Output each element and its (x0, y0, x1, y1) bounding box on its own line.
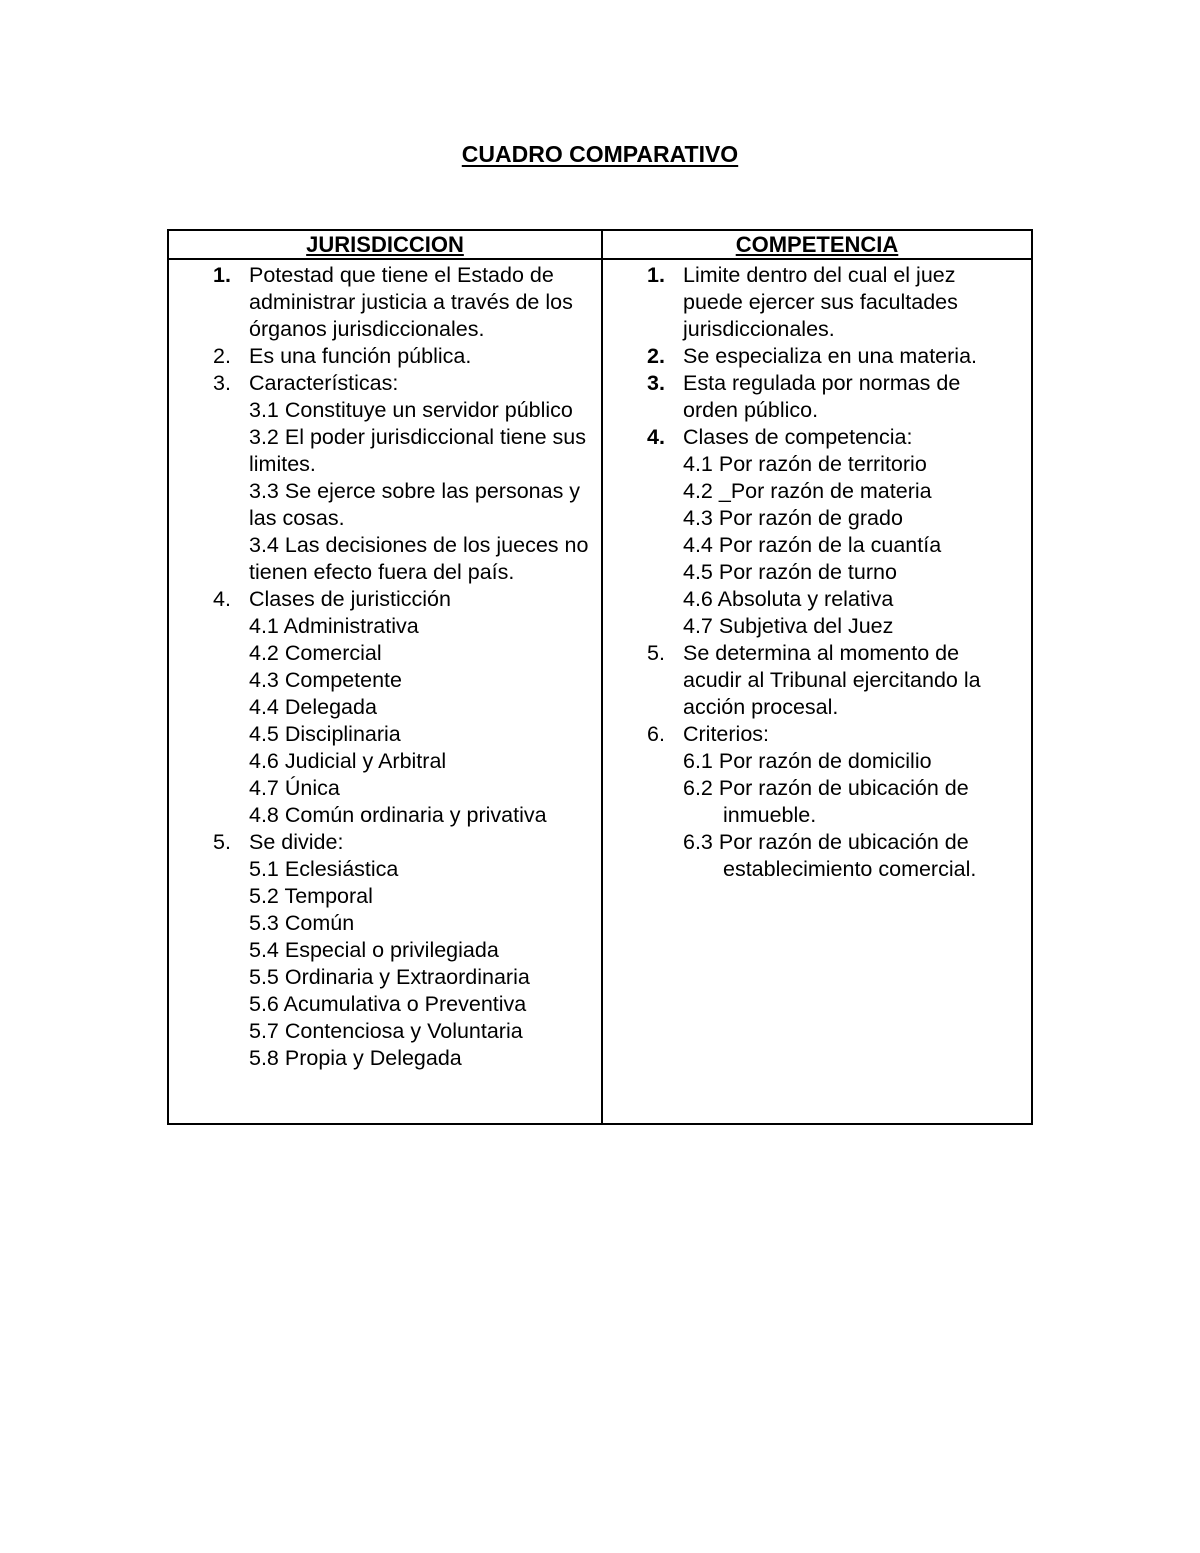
sub-item: 5.3 Común (249, 911, 355, 935)
sub-item: 4.5 Por razón de turno (683, 560, 897, 584)
sub-item: 6.3 Por razón de ubicación de establecimiento comercial. (683, 830, 977, 881)
sub-item: 4.3 Competente (249, 668, 402, 692)
sub-item: 5.4 Especial o privilegiada (249, 938, 499, 962)
list-item (169, 829, 601, 856)
sub-item: 4.3 Por razón de grado (683, 506, 903, 530)
item-number: 2. (647, 344, 665, 368)
sub-item: 4.2 _Por razón de materia (683, 479, 932, 503)
item-number: 6. (647, 722, 665, 746)
sub-item: 5.1 Eclesiástica (249, 857, 399, 881)
sub-item: 4.7 Subjetiva del Juez (683, 614, 894, 638)
sub-item: 6.2 Por razón de ubicación de inmueble. (683, 776, 969, 827)
item-number: 3. (647, 371, 665, 395)
sub-item: 5.6 Acumulativa o Preventiva (249, 992, 527, 1016)
sub-item: 4.7 Única (249, 776, 340, 800)
item-number: 4. (213, 587, 231, 611)
item-text: Se especializa en una materia. (683, 344, 978, 368)
list-item (169, 370, 601, 397)
item-text: Criterios: (683, 722, 770, 746)
item-number: 4. (647, 425, 665, 449)
item-number: 1. (213, 263, 231, 287)
item-text: Limite dentro del cual el juez puede ejercer sus facultades jurisdiccionales. (683, 263, 958, 341)
sub-item: 5.2 Temporal (249, 884, 373, 908)
item-text: Clases de juristicción (249, 587, 451, 611)
sub-item: 4.2 Comercial (249, 641, 382, 665)
item-text: Se determina al momento de acudir al Tribunal ejercitando la acción procesal. (683, 641, 981, 719)
item-number: 5. (213, 830, 231, 854)
list-item (603, 424, 1031, 451)
item-number: 5. (647, 641, 665, 665)
sub-item: 4.1 Por razón de territorio (683, 452, 927, 476)
list-item (169, 586, 601, 613)
jurisdiccion-column (169, 231, 603, 1123)
sub-item: 6.1 Por razón de domicilio (683, 749, 932, 773)
sub-item: 3.2 El poder jurisdiccional tiene sus limites. (249, 425, 587, 476)
item-number: 1. (647, 263, 665, 287)
item-text: Se divide: (249, 830, 344, 854)
item-text: Potestad que tiene el Estado de administrar justicia a través de los órganos jurisdiccionales. (249, 263, 573, 341)
sub-item: 4.4 Por razón de la cuantía (683, 533, 942, 557)
item-text: Clases de competencia: (683, 425, 913, 449)
sub-item: 3.4 Las decisiones de los jueces no tienen efecto fuera del país. (249, 533, 589, 584)
list-item (169, 262, 601, 343)
item-number: 3. (213, 371, 231, 395)
list-item (603, 721, 1031, 748)
document-title: CUADRO COMPARATIVO (461, 141, 739, 167)
competencia-column (603, 231, 1031, 1123)
sub-item: 4.5 Disciplinaria (249, 722, 401, 746)
sub-item: 3.3 Se ejerce sobre las personas y las cosas. (249, 479, 581, 530)
list-item (603, 370, 1031, 424)
list-item (603, 343, 1031, 370)
competencia-list (603, 260, 1031, 883)
jurisdiccion-list (169, 260, 601, 1072)
list-item (603, 640, 1031, 721)
sub-item: 5.8 Propia y Delegada (249, 1046, 462, 1070)
sub-item: 4.8 Común ordinaria y privativa (249, 803, 547, 827)
list-item (603, 262, 1031, 343)
comparison-table (167, 229, 1033, 1125)
item-text: Características: (249, 371, 399, 395)
sub-item: 4.6 Judicial y Arbitral (249, 749, 447, 773)
jurisdiccion-header: JURISDICCION (169, 231, 601, 260)
sub-item: 4.1 Administrativa (249, 614, 419, 638)
item-text: Es una función pública. (249, 344, 472, 368)
sub-item: 3.1 Constituye un servidor público (249, 398, 573, 422)
item-number: 2. (213, 344, 231, 368)
list-item (169, 343, 601, 370)
sub-item: 5.7 Contenciosa y Voluntaria (249, 1019, 523, 1043)
sub-item: 5.5 Ordinaria y Extraordinaria (249, 965, 530, 989)
competencia-header: COMPETENCIA (603, 231, 1031, 260)
sub-item: 4.4 Delegada (249, 695, 377, 719)
sub-item: 4.6 Absoluta y relativa (683, 587, 894, 611)
item-text: Esta regulada por normas de orden público. (683, 371, 961, 422)
